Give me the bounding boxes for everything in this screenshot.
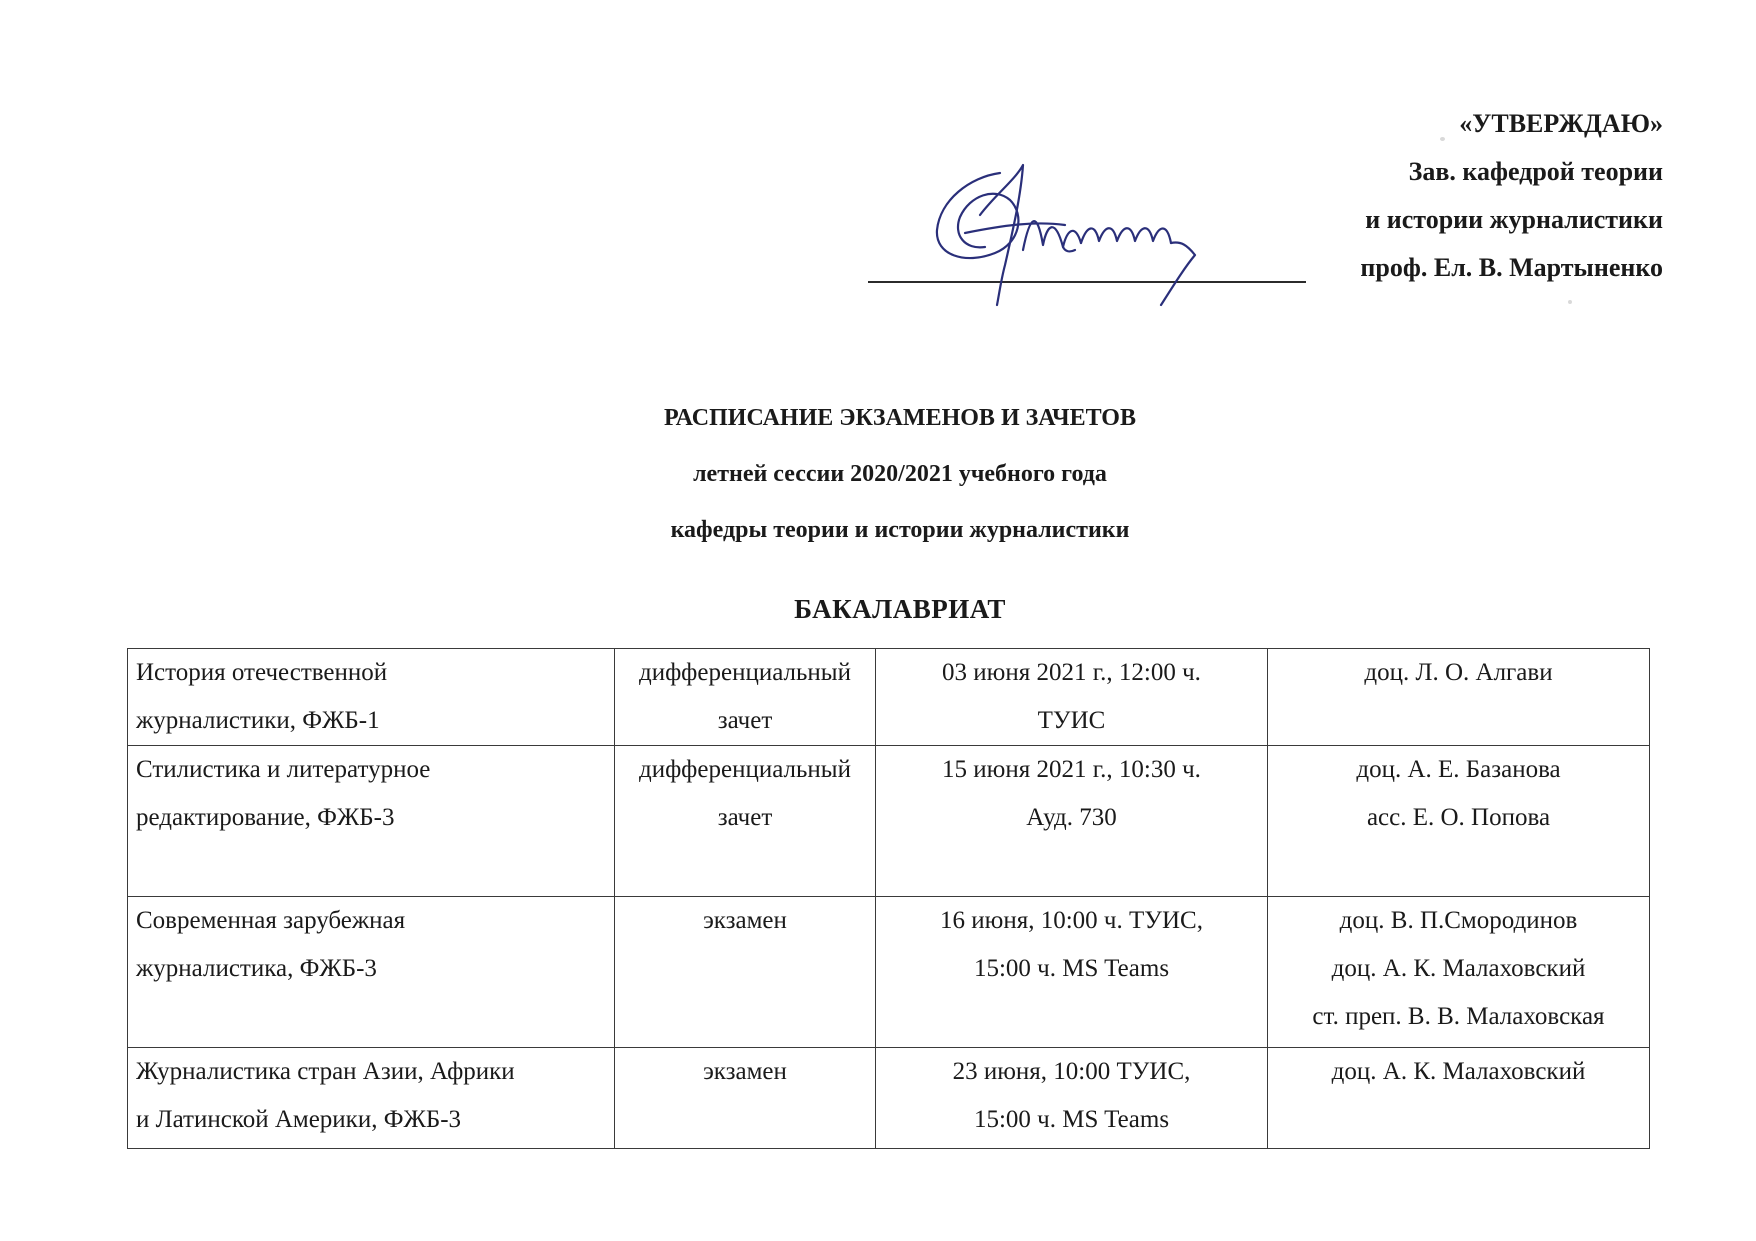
subject-cell bbox=[128, 746, 615, 897]
approve-label: «УТВЕРЖДАЮ» bbox=[1459, 109, 1663, 138]
position-line-1: Зав. кафедрой теории bbox=[1408, 157, 1663, 186]
subject-cell-line: журналистики, ФЖБ-1 bbox=[136, 707, 380, 734]
form-cell bbox=[615, 1048, 876, 1149]
subject-cell bbox=[128, 1048, 615, 1149]
date-cell bbox=[876, 1048, 1268, 1149]
form-cell bbox=[615, 649, 876, 746]
subject-cell bbox=[128, 897, 615, 1048]
date-cell bbox=[876, 649, 1268, 746]
teacher-cell bbox=[1268, 897, 1650, 1048]
handwritten-signature bbox=[925, 155, 1245, 310]
date-cell-line: 15:00 ч. MS Teams bbox=[973, 1106, 1170, 1133]
schedule-table bbox=[127, 648, 1650, 1149]
subject-cell-line: и Латинской Америки, ФЖБ-3 bbox=[136, 1106, 462, 1133]
date-cell-line: 23 июня, 10:00 ТУИС, bbox=[952, 1058, 1191, 1085]
subject-cell-line: Современная зарубежная bbox=[136, 907, 406, 934]
table-row bbox=[128, 746, 1650, 897]
teacher-cell-line: доц. Л. О. Алгави bbox=[1364, 659, 1553, 686]
form-cell-line: зачет bbox=[717, 804, 773, 831]
form-cell-line: зачет bbox=[717, 707, 773, 734]
date-cell bbox=[876, 897, 1268, 1048]
date-cell-line: Ауд. 730 bbox=[1026, 804, 1117, 831]
teacher-cell bbox=[1268, 746, 1650, 897]
title-line-1: РАСПИСАНИЕ ЭКЗАМЕНОВ И ЗАЧЕТОВ bbox=[664, 405, 1136, 431]
form-cell-line: экзамен bbox=[703, 907, 787, 934]
teacher-cell bbox=[1268, 649, 1650, 746]
teacher-cell-line: доц. А. К. Малаховский bbox=[1331, 955, 1586, 982]
form-cell-line: экзамен bbox=[703, 1058, 787, 1085]
scan-artifact bbox=[1568, 300, 1572, 304]
approval-block bbox=[1360, 100, 1663, 292]
teacher-cell-line: доц. А. Е. Базанова bbox=[1356, 756, 1561, 783]
title-line-2: летней сессии 2020/2021 учебного года bbox=[693, 461, 1107, 487]
section-heading: БАКАЛАВРИАТ bbox=[794, 594, 1006, 624]
table-row bbox=[128, 649, 1650, 746]
document-title bbox=[0, 390, 1756, 558]
date-cell-line: 16 июня, 10:00 ч. ТУИС, bbox=[940, 907, 1203, 934]
subject-cell-line: журналистика, ФЖБ-3 bbox=[136, 955, 377, 982]
table-row bbox=[128, 897, 1650, 1048]
date-cell-line: ТУИС bbox=[1037, 707, 1106, 734]
table-row bbox=[128, 1048, 1650, 1149]
form-cell bbox=[615, 897, 876, 1048]
subject-cell-line: История отечественной bbox=[136, 659, 388, 686]
teacher-cell bbox=[1268, 1048, 1650, 1149]
teacher-cell-line: доц. В. П.Смородинов bbox=[1339, 907, 1578, 934]
date-cell-line: 03 июня 2021 г., 12:00 ч. bbox=[942, 659, 1201, 686]
signatory-name: проф. Ел. В. Мартыненко bbox=[1360, 253, 1663, 282]
form-cell-line: дифференциальный bbox=[639, 659, 851, 686]
position-line-2: и истории журналистики bbox=[1365, 205, 1663, 234]
date-cell-line: 15 июня 2021 г., 10:30 ч. bbox=[942, 756, 1201, 783]
title-line-3: кафедры теории и истории журналистики bbox=[670, 517, 1130, 543]
date-cell bbox=[876, 746, 1268, 897]
date-cell-line: 15:00 ч. MS Teams bbox=[973, 955, 1170, 982]
form-cell-line: дифференциальный bbox=[639, 756, 851, 783]
subject-cell bbox=[128, 649, 615, 746]
teacher-cell-line: доц. А. К. Малаховский bbox=[1331, 1058, 1586, 1085]
subject-cell-line: редактирование, ФЖБ-3 bbox=[136, 804, 395, 831]
scan-artifact bbox=[1440, 137, 1445, 141]
form-cell bbox=[615, 746, 876, 897]
teacher-cell-line: ст. преп. В. В. Малаховская bbox=[1312, 1003, 1605, 1030]
subject-cell-line: Журналистика стран Азии, Африки bbox=[136, 1058, 515, 1085]
subject-cell-line: Стилистика и литературное bbox=[136, 756, 431, 783]
teacher-cell-line: асс. Е. О. Попова bbox=[1366, 804, 1551, 831]
